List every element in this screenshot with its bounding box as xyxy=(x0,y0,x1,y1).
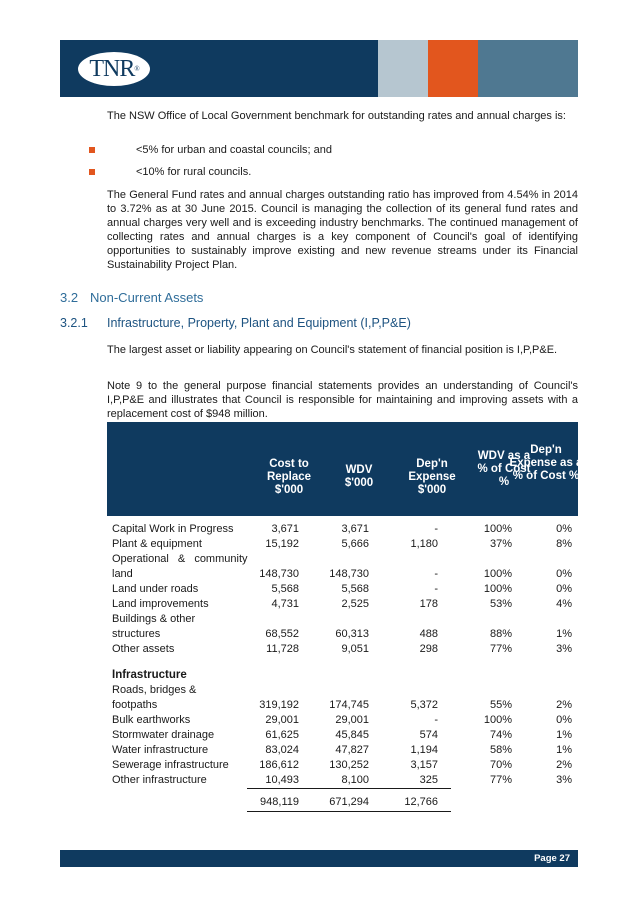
depn-pct: 2% xyxy=(556,699,572,711)
cost-to-replace: 11,728 xyxy=(266,643,299,655)
wdv-pct: 55% xyxy=(489,699,512,711)
wdv-pct: 100% xyxy=(483,568,512,580)
row-label: Other assets xyxy=(112,643,175,655)
section-title: Non-Current Assets xyxy=(90,290,204,305)
column-header-depn-expense: Dep'n Expense $'000 xyxy=(408,458,456,496)
depn-pct: 1% xyxy=(556,628,572,640)
table-header xyxy=(107,422,583,516)
section-heading xyxy=(60,290,203,305)
infrastructure-heading: Infrastructure xyxy=(112,669,187,681)
wdv-pct: 77% xyxy=(489,774,512,786)
depn-pct: 0% xyxy=(556,583,572,595)
row-label: Sewerage infrastructure xyxy=(112,759,229,771)
page-footer xyxy=(60,850,578,867)
wdv: 5,666 xyxy=(341,538,369,550)
cost-to-replace: 61,625 xyxy=(265,729,299,741)
wdv-pct: 77% xyxy=(489,643,512,655)
note9-paragraph: Note 9 to the general purpose financial statements provides an understanding of Council's I,P,P&E and illustrates that Council is responsible for maintaining and improving assets with a replacement cost of $948 million. xyxy=(107,380,578,421)
wdv: 5,568 xyxy=(341,583,369,595)
table-row xyxy=(112,713,572,728)
total-cost-to-replace: 948,119 xyxy=(260,796,299,808)
wdv-pct: 88% xyxy=(489,628,512,640)
depn-pct: 0% xyxy=(556,523,572,535)
depn-expense: - xyxy=(434,583,438,595)
table-row xyxy=(112,743,572,758)
depn-pct: 2% xyxy=(556,759,572,771)
depn-expense: 488 xyxy=(419,628,438,640)
depn-expense: 178 xyxy=(419,598,438,610)
row-label: Other infrastructure xyxy=(112,774,207,786)
total-wdv: 671,294 xyxy=(329,796,369,808)
wdv-pct: 100% xyxy=(483,523,512,535)
table-row xyxy=(112,597,572,612)
page-number: Page 27 xyxy=(534,853,570,864)
row-label-wrapped: Roads, bridges & footpaths xyxy=(112,684,197,711)
header-steel-block xyxy=(478,40,578,97)
wdv-pct: 100% xyxy=(483,714,512,726)
depn-expense: 1,194 xyxy=(410,744,438,756)
totals-row xyxy=(112,795,572,810)
table-row xyxy=(112,582,572,597)
depn-expense: 1,180 xyxy=(410,538,438,550)
row-label: Water infrastructure xyxy=(112,744,209,756)
cost-to-replace: 83,024 xyxy=(265,744,299,756)
depn-expense: - xyxy=(434,523,438,535)
depn-expense: - xyxy=(434,568,438,580)
header-navy-block xyxy=(60,40,378,97)
cost-to-replace: 4,731 xyxy=(271,598,299,610)
bullet-text: <5% for urban and coastal councils; and xyxy=(136,144,332,156)
table-row xyxy=(112,698,572,713)
bullet-square-icon xyxy=(89,147,95,153)
row-label-wrapped: Operational & community land xyxy=(112,553,248,580)
column-header-depn-pct: Dep'n Expense as a % of Cost % xyxy=(509,444,583,482)
column-header-wdv-pct: WDV as a % of Cost % xyxy=(477,450,531,488)
cost-to-replace: 186,612 xyxy=(259,759,299,771)
depn-expense: 3,157 xyxy=(410,759,438,771)
wdv: 45,845 xyxy=(335,729,369,741)
depn-pct: 1% xyxy=(556,744,572,756)
logo-text: TNR xyxy=(89,56,135,82)
subsection-number: 3.2.1 xyxy=(60,316,88,330)
row-label: Land under roads xyxy=(112,583,199,595)
tnr-logo xyxy=(78,52,150,86)
row-label: Plant & equipment xyxy=(112,538,202,550)
table-row xyxy=(112,728,572,743)
wdv: 130,252 xyxy=(329,759,369,771)
depn-expense: 298 xyxy=(419,643,438,655)
depn-pct: 0% xyxy=(556,568,572,580)
row-label: Bulk earthworks xyxy=(112,714,191,726)
page-header xyxy=(60,40,578,97)
wdv-pct: 37% xyxy=(489,538,512,550)
benchmark-paragraph: The NSW Office of Local Government benchmark for outstanding rates and annual charges is: xyxy=(107,110,566,122)
table-row xyxy=(112,642,572,657)
wdv: 47,827 xyxy=(335,744,369,756)
depn-pct: 3% xyxy=(556,774,572,786)
ratio-paragraph: The General Fund rates and annual charges outstanding ratio has improved from 4.54% in 2014 to 3.72% as at 30 June 2015. Council is managing the collection of its general fund rates and annual charges very well and is exceeding industry benchmarks. The continued management of collecting rates and annual charges is a key component of Council's goal of identifying opportunities to sustainably improve existing and new revenue streams under its Financial Sustainability Project Plan. xyxy=(107,189,578,272)
wdv-pct: 53% xyxy=(489,598,512,610)
logo-registered-mark: ® xyxy=(134,64,139,73)
wdv: 2,525 xyxy=(341,598,369,610)
depn-expense: 325 xyxy=(419,774,438,786)
bullet-text: <10% for rural councils. xyxy=(136,166,252,178)
table-row xyxy=(112,567,572,582)
wdv: 3,671 xyxy=(341,523,369,535)
depn-pct: 0% xyxy=(556,714,572,726)
table-row xyxy=(112,627,572,642)
depn-pct: 3% xyxy=(556,643,572,655)
row-label-wrapped: Buildings & other structures xyxy=(112,613,196,640)
total-depn-expense: 12,766 xyxy=(404,796,438,808)
cost-to-replace: 148,730 xyxy=(259,568,299,580)
depn-expense: - xyxy=(434,714,438,726)
wdv: 29,001 xyxy=(335,714,369,726)
totals-bottom-rule xyxy=(247,811,451,812)
wdv: 8,100 xyxy=(341,774,369,786)
cost-to-replace: 10,493 xyxy=(265,774,299,786)
depn-expense: 5,372 xyxy=(410,699,438,711)
column-header-wdv: WDV $'000 xyxy=(344,464,374,489)
header-gray-block xyxy=(378,40,428,97)
table-row xyxy=(112,758,572,773)
cost-to-replace: 3,671 xyxy=(271,523,299,535)
table-row xyxy=(112,773,572,788)
totals-top-rule xyxy=(247,788,451,789)
row-label: Land improvements xyxy=(112,598,209,610)
depn-pct: 1% xyxy=(556,729,572,741)
table-row xyxy=(112,537,572,552)
section-number: 3.2 xyxy=(60,290,79,305)
depn-pct: 4% xyxy=(556,598,572,610)
row-label: Stormwater drainage xyxy=(112,729,215,741)
cost-to-replace: 15,192 xyxy=(265,538,299,550)
bullet-item xyxy=(89,165,251,179)
cost-to-replace: 68,552 xyxy=(265,628,299,640)
bullet-square-icon xyxy=(89,169,95,175)
cost-to-replace: 5,568 xyxy=(271,583,299,595)
depn-pct: 8% xyxy=(556,538,572,550)
wdv-pct: 70% xyxy=(489,759,512,771)
table-row xyxy=(112,522,572,537)
depn-expense: 574 xyxy=(419,729,438,741)
cost-to-replace: 319,192 xyxy=(259,699,299,711)
bullet-item xyxy=(89,143,332,157)
ippe-paragraph: The largest asset or liability appearing on Council's statement of financial position is I,P,P&E. xyxy=(107,344,558,356)
cost-to-replace: 29,001 xyxy=(265,714,299,726)
wdv-pct: 100% xyxy=(483,583,512,595)
wdv: 174,745 xyxy=(329,699,369,711)
column-header-cost-to-replace: Cost to Replace $'000 xyxy=(266,458,312,496)
wdv: 148,730 xyxy=(329,568,369,580)
wdv-pct: 74% xyxy=(489,729,512,741)
row-label: Capital Work in Progress xyxy=(112,523,234,535)
wdv: 60,313 xyxy=(335,628,369,640)
wdv: 9,051 xyxy=(341,643,369,655)
subsection-title: Infrastructure, Property, Plant and Equipment (I,P,P&E) xyxy=(107,316,411,330)
subsection-heading xyxy=(60,316,411,330)
header-orange-block xyxy=(428,40,478,97)
wdv-pct: 58% xyxy=(489,744,512,756)
